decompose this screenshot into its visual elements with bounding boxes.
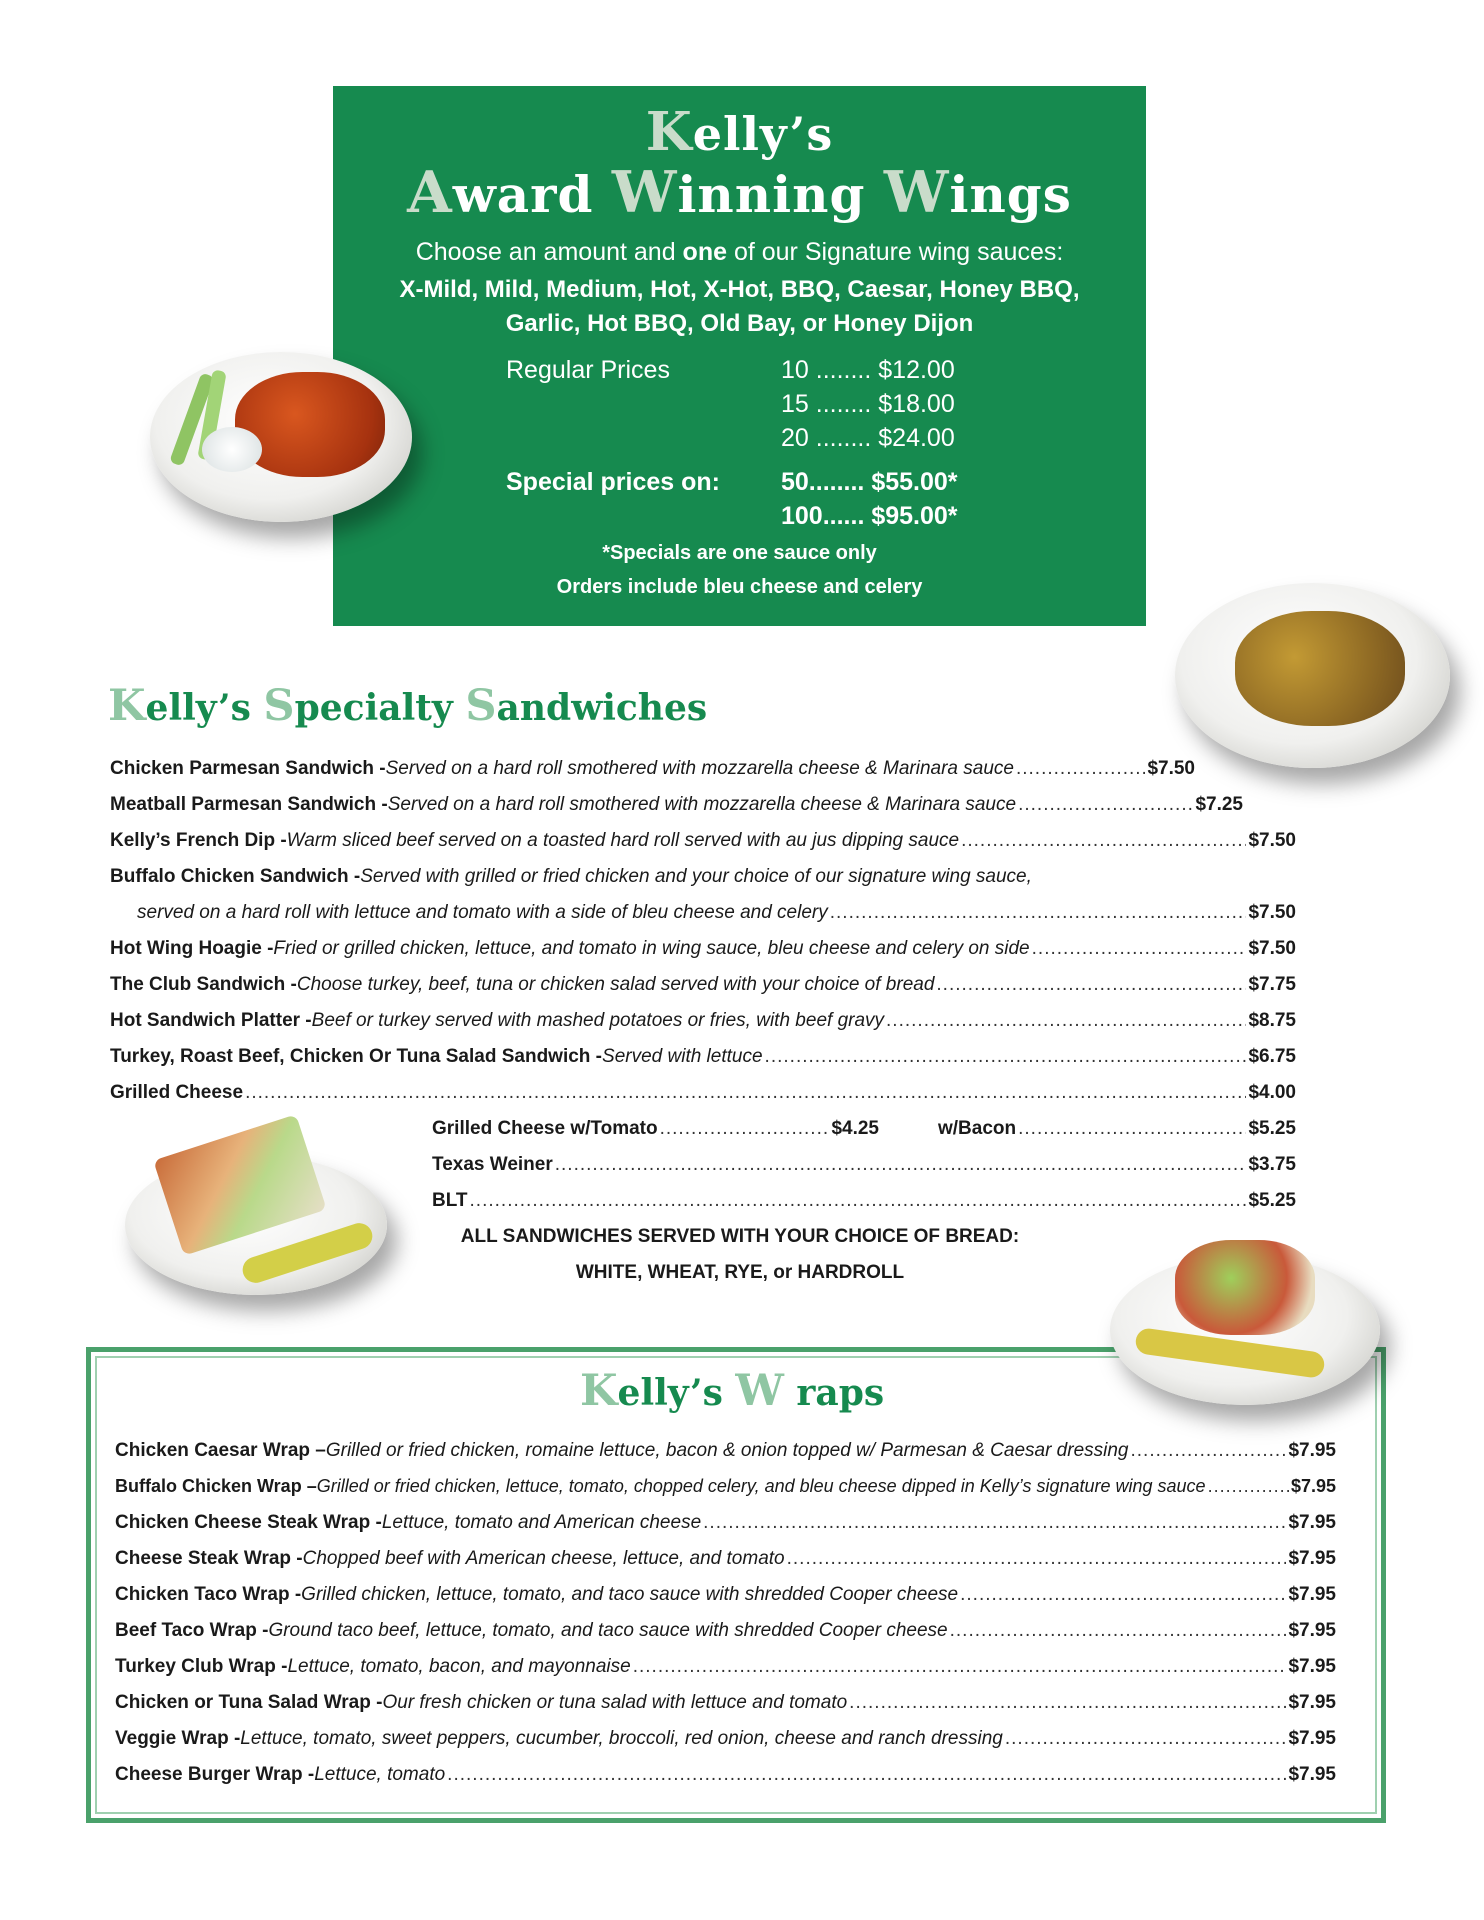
orders-note: Orders include bleu cheese and celery: [556, 576, 923, 598]
wrap-item: Cheese Steak Wrap - Chopped beef with American cheese, lettuce, and tomato ..... $7.95: [115, 1548, 1336, 1570]
wings-photo: [150, 352, 420, 532]
wrap-item: Buffalo Chicken Wrap – Grilled or fried chicken, lettuce, tomato, chopped celery, and bleu cheese dipped in Kelly’s signature wing sauce ..... $7.95: [115, 1476, 1336, 1497]
sandwich-item: Grilled Cheese ..... $4.00: [110, 1082, 1296, 1104]
regular-price-row: 10 ........ $12.00: [781, 356, 955, 384]
sandwich-item: Turkey, Roast Beef, Chicken Or Tuna Salad Sandwich - Served with lettuce ..... $6.75: [110, 1046, 1296, 1068]
regular-price-row: 15 ........ $18.00: [781, 390, 955, 418]
wrap-item: Chicken or Tuna Salad Wrap - Our fresh chicken or tuna salad with lettuce and tomato ..... $7.95: [115, 1692, 1336, 1714]
platter-photo: [1175, 583, 1460, 773]
wings-intro: Choose an amount and one of our Signature wing sauces:: [415, 238, 1064, 266]
sandwich-item: Kelly’s French Dip - Warm sliced beef served on a toasted hard roll served with au jus dipping sauce ..... $7.50: [110, 830, 1296, 852]
sandwich-item: Chicken Parmesan Sandwich - Served on a hard roll smothered with mozzarella cheese & Marinara sauce ..... $7.50: [110, 758, 1195, 780]
wrap-item: Veggie Wrap - Lettuce, tomato, sweet peppers, cucumber, broccoli, red onion, cheese and ranch dressing ..... $7.95: [115, 1728, 1336, 1750]
wings-panel: [333, 86, 1146, 626]
special-price-row: 50........ $55.00*: [781, 468, 958, 496]
wings-sauce-list: X-Mild, Mild, Medium, Hot, X-Hot, BBQ, Caesar, Honey BBQ, Garlic, Hot BBQ, Old Bay, or Honey Dijon: [399, 276, 1080, 337]
bleu-cheese-cup: [202, 427, 262, 472]
special-price-row: 100...... $95.00*: [781, 502, 958, 530]
wings-title-line2: Award Winning Wings: [407, 158, 1072, 226]
bread-note-line2: WHITE, WHEAT, RYE, or HARDROLL: [575, 1262, 905, 1283]
wings-title-line1: Kelly’s: [645, 101, 834, 163]
sandwich-item: Hot Sandwich Platter - Beef or turkey served with mashed potatoes or fries, with beef gravy ..... $8.75: [110, 1010, 1296, 1032]
wrap-item: Cheese Burger Wrap - Lettuce, tomato ..... $7.95: [115, 1764, 1336, 1786]
platter-food: [1235, 611, 1405, 726]
specials-note: *Specials are one sauce only: [602, 542, 877, 564]
special-prices-label: Special prices on:: [506, 468, 720, 496]
sandwich-item: Buffalo Chicken Sandwich - Served with grilled or fried chicken and your choice of our signature wing sauce,: [110, 866, 1032, 887]
sandwich-item: Hot Wing Hoagie - Fried or grilled chicken, lettuce, and tomato in wing sauce, bleu cheese and celery on side ..... $7.50: [110, 938, 1296, 960]
wrap-photo: [1110, 1240, 1390, 1410]
wrap-item: Chicken Taco Wrap - Grilled chicken, lettuce, tomato, and taco sauce with shredded Cooper cheese ..... $7.95: [115, 1584, 1336, 1606]
sandwich-item-continued: served on a hard roll with lettuce and tomato with a side of bleu cheese and celery ..... $7.50: [137, 902, 1296, 924]
bread-note-line1: ALL SANDWICHES SERVED WITH YOUR CHOICE OF BREAD:: [460, 1226, 1020, 1247]
regular-prices-label: Regular Prices: [506, 356, 670, 384]
wrap-food: [1175, 1240, 1315, 1335]
wrap-item: Turkey Club Wrap - Lettuce, tomato, bacon, and mayonnaise ..... $7.95: [115, 1656, 1336, 1678]
sandwich-item: BLT ..... $5.25: [432, 1190, 1296, 1212]
sandwich-photo: [125, 1125, 395, 1300]
wrap-item: Chicken Caesar Wrap – Grilled or fried chicken, romaine lettuce, bacon & onion topped w/ Parmesan & Caesar dressing ..... $7.95: [115, 1440, 1336, 1462]
regular-price-row: 20 ........ $24.00: [781, 424, 955, 452]
sandwich-item: The Club Sandwich - Choose turkey, beef, tuna or chicken salad served with your choice of bread ..... $7.75: [110, 974, 1296, 996]
wraps-section-title: Kelly’s W raps: [580, 1365, 885, 1416]
sandwich-item: w/Bacon ..... $5.25: [938, 1118, 1296, 1140]
wrap-item: Beef Taco Wrap - Ground taco beef, lettuce, tomato, and taco sauce with shredded Cooper cheese ..... $7.95: [115, 1620, 1336, 1642]
sandwiches-section-title: Kelly’s Specialty Sandwiches: [108, 680, 708, 731]
wrap-item: Chicken Cheese Steak Wrap - Lettuce, tomato and American cheese ..... $7.95: [115, 1512, 1336, 1534]
sandwich-item: Meatball Parmesan Sandwich - Served on a hard roll smothered with mozzarella cheese & Marinara sauce ..... $7.25: [110, 794, 1243, 816]
sandwich-item: Grilled Cheese w/Tomato ..... $4.25: [432, 1118, 879, 1140]
sandwich-item: Texas Weiner ..... $3.75: [432, 1154, 1296, 1176]
